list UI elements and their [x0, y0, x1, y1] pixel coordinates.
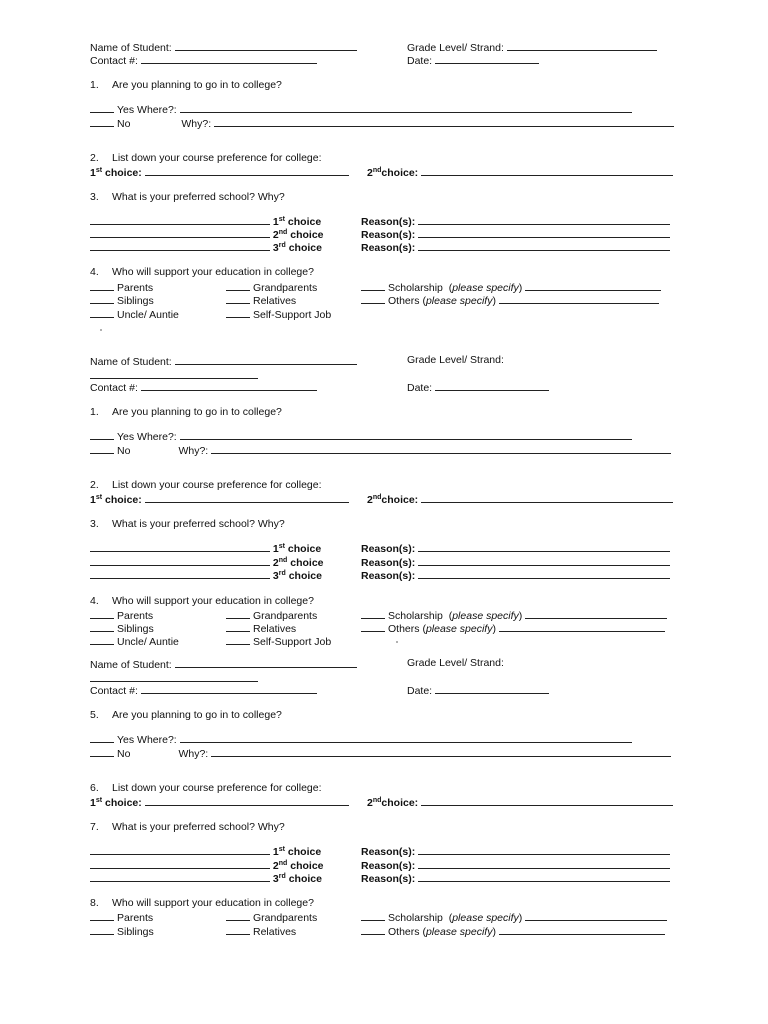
where-blank[interactable] [180, 102, 632, 113]
why-blank[interactable] [214, 116, 674, 127]
course-second-choice-2[interactable]: 2ndchoice: [367, 492, 673, 507]
grade-label: Grade Level/ Strand: [407, 42, 504, 54]
no-why-row-2[interactable]: No Why?: [90, 443, 671, 458]
contact-field[interactable] [90, 53, 317, 68]
question-school-2: 3. What is your preferred school? Why? [90, 518, 285, 530]
question-support-3: 8. Who will support your education in college? [90, 897, 314, 909]
school-third-choice-3[interactable]: 3rd choice [90, 871, 322, 886]
school-first-choice-3[interactable]: 1st choice [90, 844, 321, 859]
yes-where-row-2[interactable]: Yes Where?: [90, 429, 632, 444]
course-first-choice-3[interactable]: 1st choice: [90, 795, 349, 810]
no-why-row-3[interactable]: No Why?: [90, 746, 671, 761]
yes-checkbox-blank[interactable] [90, 102, 114, 113]
question-course: 2. List down your course preference for college: [90, 152, 322, 164]
option-parents-3[interactable]: Parents [90, 910, 153, 925]
date-field-2[interactable]: Date: [407, 380, 549, 395]
course-first-choice-2[interactable]: 1st choice: [90, 492, 349, 507]
option-relatives-3[interactable]: Relatives [226, 924, 296, 939]
school-first-reason-2[interactable]: Reason(s): [361, 541, 670, 556]
option-siblings[interactable]: Siblings [90, 293, 154, 308]
option-self-support[interactable]: Self-Support Job [226, 307, 331, 322]
question-school: 3. What is your preferred school? Why? [90, 191, 285, 203]
school-first-choice[interactable]: 1st choice [90, 214, 321, 229]
contact-blank[interactable] [141, 53, 317, 64]
school-third-reason[interactable]: Reason(s): [361, 240, 670, 255]
grade-level-field-2: Grade Level/ Strand: [407, 354, 504, 366]
school-second-reason-2[interactable]: Reason(s): [361, 555, 670, 570]
speck [100, 329, 102, 331]
option-scholarship-2[interactable]: Scholarship (please specify) [361, 608, 667, 623]
grade-level-field-3: Grade Level/ Strand: [407, 657, 504, 669]
date-label: Date: [407, 55, 433, 67]
option-grandparents[interactable]: Grandparents [226, 280, 317, 295]
question-course-3: 6. List down your course preference for college: [90, 782, 322, 794]
school-first-reason[interactable]: Reason(s): [361, 214, 670, 229]
option-uncle-auntie-2[interactable]: Uncle/ Auntie [90, 634, 179, 649]
option-relatives-2[interactable]: Relatives [226, 621, 296, 636]
school-third-choice[interactable]: 3rd choice [90, 240, 322, 255]
school-second-choice[interactable]: 2nd choice [90, 227, 324, 242]
question-college-3: 5. Are you planning to go in to college? [90, 709, 282, 721]
name-of-student-field-2[interactable]: Name of Student: [90, 354, 357, 369]
course-second-choice[interactable]: 2ndchoice: [367, 165, 673, 180]
school-first-reason-3[interactable]: Reason(s): [361, 844, 670, 859]
question-support: 4. Who will support your education in college? [90, 266, 314, 278]
option-siblings-2[interactable]: Siblings [90, 621, 154, 636]
option-others[interactable]: Others (please specify) [361, 293, 659, 308]
yes-where-row-3[interactable]: Yes Where?: [90, 732, 632, 747]
date-field[interactable] [407, 53, 539, 68]
name-blank[interactable] [175, 40, 357, 51]
question-course-2: 2. List down your course preference for college: [90, 479, 322, 491]
no-why-row[interactable]: No Why?: [90, 116, 674, 131]
grade-blank[interactable] [507, 40, 657, 51]
yes-where-row[interactable]: Yes Where?: [90, 102, 632, 117]
school-second-reason[interactable]: Reason(s): [361, 227, 670, 242]
school-second-reason-3[interactable]: Reason(s): [361, 858, 670, 873]
option-others-3[interactable]: Others (please specify) [361, 924, 665, 939]
option-scholarship-3[interactable]: Scholarship (please specify) [361, 910, 667, 925]
course-first-choice[interactable]: 1st choice: [90, 165, 349, 180]
contact-field-3[interactable]: Contact #: [90, 683, 317, 698]
option-scholarship[interactable]: Scholarship (please specify) [361, 280, 661, 295]
speck-2 [396, 641, 398, 643]
option-parents[interactable]: Parents [90, 280, 153, 295]
question-college-2: 1. Are you planning to go in to college? [90, 406, 282, 418]
no-checkbox-blank[interactable] [90, 116, 114, 127]
contact-field-2[interactable]: Contact #: [90, 380, 317, 395]
option-grandparents-2[interactable]: Grandparents [226, 608, 317, 623]
option-siblings-3[interactable]: Siblings [90, 924, 154, 939]
date-field-3[interactable]: Date: [407, 683, 549, 698]
question-college: 1. Are you planning to go in to college? [90, 79, 282, 91]
school-third-choice-2[interactable]: 3rd choice [90, 568, 322, 583]
contact-label: Contact #: [90, 55, 138, 67]
school-first-choice-2[interactable]: 1st choice [90, 541, 321, 556]
option-self-support-2[interactable]: Self-Support Job [226, 634, 331, 649]
option-grandparents-3[interactable]: Grandparents [226, 910, 317, 925]
option-relatives[interactable]: Relatives [226, 293, 296, 308]
school-second-choice-3[interactable]: 2nd choice [90, 858, 324, 873]
option-others-2[interactable]: Others (please specify) [361, 621, 665, 636]
option-uncle-auntie[interactable]: Uncle/ Auntie [90, 307, 179, 322]
school-third-reason-2[interactable]: Reason(s): [361, 568, 670, 583]
course-second-choice-3[interactable]: 2ndchoice: [367, 795, 673, 810]
school-second-choice-2[interactable]: 2nd choice [90, 555, 324, 570]
date-blank[interactable] [435, 53, 539, 64]
name-of-student-field-3[interactable]: Name of Student: [90, 657, 357, 672]
school-third-reason-3[interactable]: Reason(s): [361, 871, 670, 886]
question-support-2: 4. Who will support your education in college? [90, 595, 314, 607]
question-school-3: 7. What is your preferred school? Why? [90, 821, 285, 833]
name-label: Name of Student: [90, 42, 172, 54]
option-parents-2[interactable]: Parents [90, 608, 153, 623]
